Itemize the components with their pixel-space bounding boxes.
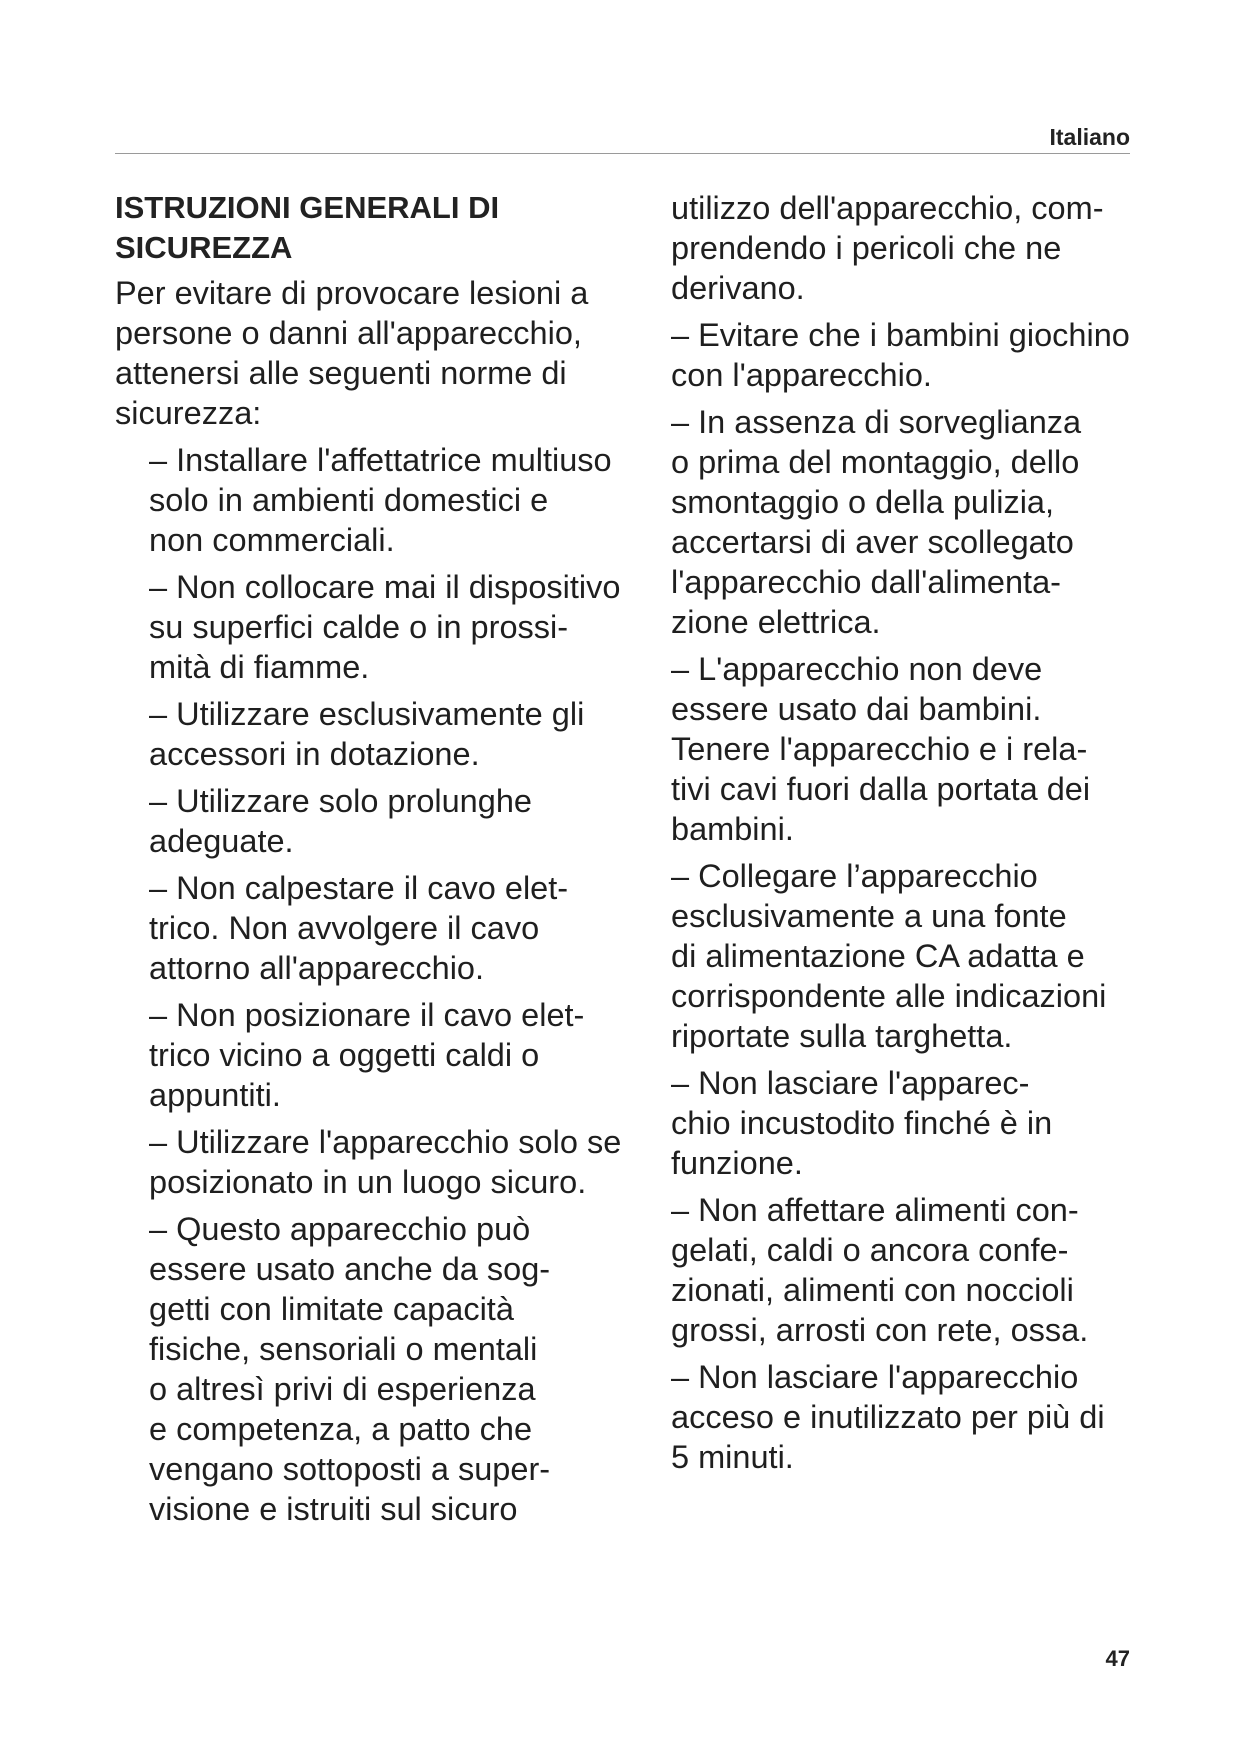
intro-paragraph: Per evitare di provocare lesioni a persone o danni all'apparecchio, attenersi alle seguenti norme di sicurezza: — [115, 275, 589, 431]
list-item: – Non collocare mai il dispositivo su superfici calde o in prossi- mità di fiamme. — [149, 569, 621, 685]
list-item: – Installare l'affettatrice multiuso solo in ambienti domestici e non commerciali. — [149, 442, 612, 558]
list-item: – Evitare che i bambini giochino con l'apparecchio. — [671, 317, 1130, 393]
page-number: 47 — [1105, 1646, 1130, 1671]
left-column — [115, 188, 645, 1536]
safety-list-left — [115, 440, 645, 1529]
right-column — [671, 188, 1161, 1484]
section-title-text: ISTRUZIONI GENERALI DI SICUREZZA — [115, 190, 500, 265]
list-item: – Non posizionare il cavo elet- trico vicino a oggetti caldi o appuntiti. — [149, 997, 585, 1113]
list-item: – Collegare l’apparecchio esclusivamente a una fonte di alimentazione CA adatta e corrispondente alle indicazioni riportate sulla targhetta. — [671, 858, 1107, 1054]
list-item: – Utilizzare l'apparecchio solo se posizionato in un luogo sicuro. — [149, 1124, 622, 1200]
list-item: – Non lasciare l'apparec- chio incustodito finché è in funzione. — [671, 1065, 1053, 1181]
language-label: Italiano — [1049, 124, 1130, 150]
list-item: – Non calpestare il cavo elet- trico. Non avvolgere il cavo attorno all'apparecchio. — [149, 870, 569, 986]
safety-list-right — [671, 315, 1161, 1477]
list-item: – Utilizzare solo prolunghe adeguate. — [149, 783, 532, 859]
header-divider — [115, 153, 1130, 154]
list-item: – Utilizzare esclusivamente gli accessori in dotazione. — [149, 696, 585, 772]
section-title — [115, 188, 645, 268]
list-item: – Non affettare alimenti con- gelati, caldi o ancora confe- zionati, alimenti con noccioli grossi, arrosti con rete, ossa. — [671, 1192, 1089, 1348]
list-item: – In assenza di sorveglianza o prima del montaggio, dello smontaggio o della pulizia, accertarsi di aver scollegato l'apparecchio dall'alimenta- zione elettrica. — [671, 404, 1082, 640]
continuation-paragraph: utilizzo dell'apparecchio, com- prendendo i pericoli che ne derivano. — [671, 190, 1104, 306]
list-item: – Questo apparecchio può essere usato anche da sog- getti con limitate capacità fisiche, sensoriali o mentali o altresì privi di esperienza e competenza, a patto che vengano sottoposti a super- visione e istruiti sul sicuro — [149, 1211, 551, 1527]
list-item: – Non lasciare l'apparecchio acceso e inutilizzato per più di 5 minuti. — [671, 1359, 1105, 1475]
list-item: – L'apparecchio non deve essere usato dai bambini. Tenere l'apparecchio e i rela- tivi cavi fuori dalla portata dei bambini. — [671, 651, 1091, 847]
